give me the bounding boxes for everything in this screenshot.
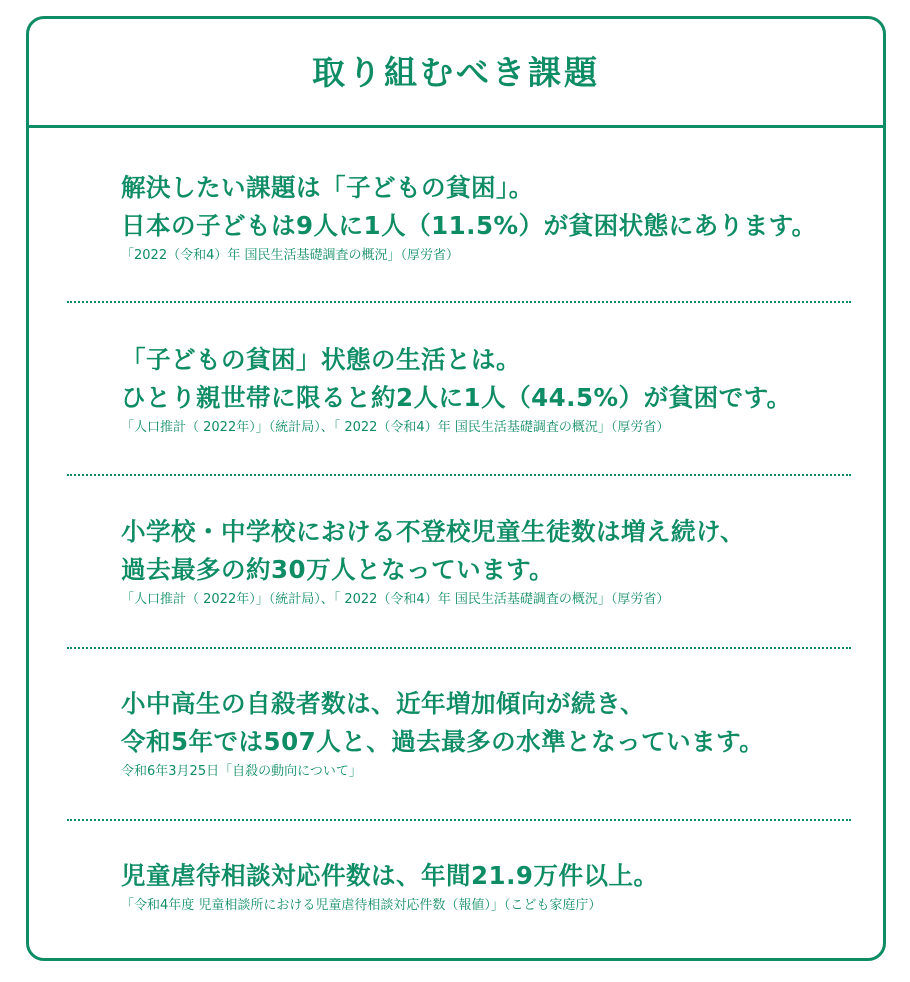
issue-headline-line2: 令和5年では507人と、過去最多の水準となっています。 [121, 727, 765, 756]
issue-child-poverty [121, 169, 861, 265]
card-title: 取り組むべき課題 [312, 52, 600, 92]
issue-source: 「人口推計（ 2022年）」（統計局）、「 2022（令和4）年 国民生活基礎調査の概況」（厚労省） [121, 420, 670, 435]
issue-headline-line2: 過去最多の約30万人となっています。 [121, 555, 555, 584]
dotted-divider [67, 474, 851, 476]
dotted-divider [67, 301, 851, 303]
issue-school-absence [121, 513, 861, 609]
issue-headline-line1: 小中高生の自殺者数は、近年増加傾向が続き、 [121, 689, 646, 718]
dotted-divider [67, 647, 851, 649]
issue-single-parent-poverty [121, 341, 861, 437]
issues-card [26, 16, 886, 961]
issue-headline-line2: ひとり親世帯に限ると約2人に1人（44.5%）が貧困です。 [121, 383, 792, 412]
issue-source: 「人口推計（ 2022年）」（統計局）、「 2022（令和4）年 国民生活基礎調査の概況」（厚労省） [121, 592, 670, 607]
issue-source: 「2022（令和4）年 国民生活基礎調査の概況」（厚労省） [121, 248, 459, 263]
issue-source: 「令和4年度 児童相談所における児童虐待相談対応件数（報値）」（こども家庭庁） [121, 898, 602, 913]
issue-youth-suicide [121, 685, 861, 781]
issue-headline-line1: 児童虐待相談対応件数は、年間21.9万件以上。 [121, 861, 659, 890]
issue-headline-line1: 小学校・中学校における不登校児童生徒数は増え続け、 [121, 517, 746, 546]
dotted-divider [67, 819, 851, 821]
issue-headline-line1: 解決したい課題は「子どもの貧困」。 [121, 173, 534, 202]
issue-source: 令和6年3月25日「自殺の動向について」 [121, 764, 362, 779]
card-header [29, 19, 883, 128]
issue-headline-line2: 日本の子どもは9人に1人（11.5%）が貧困状態にあります。 [121, 211, 817, 240]
issue-headline-line1: 「子どもの貧困」状態の生活とは。 [121, 345, 521, 374]
issue-child-abuse [121, 857, 861, 915]
